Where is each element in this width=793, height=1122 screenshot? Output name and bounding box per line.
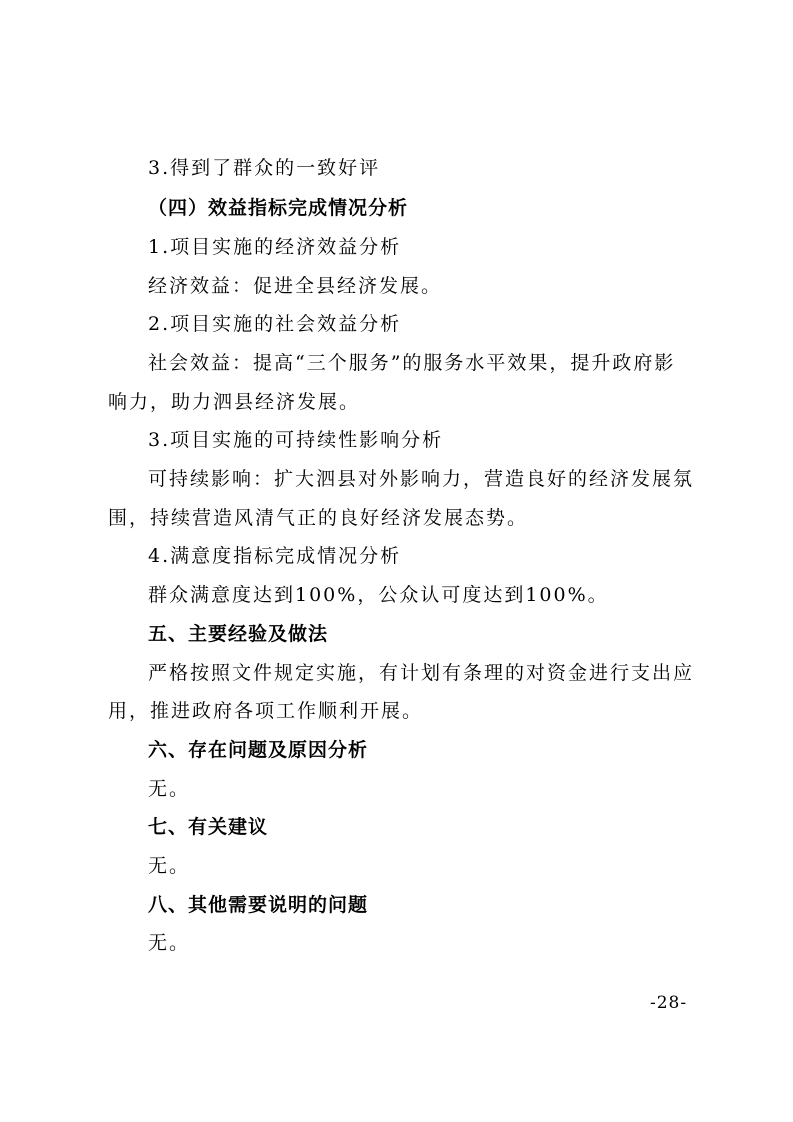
paragraph-economic-benefit: 经济效益：促进全县经济发展。 [148,275,443,297]
section-heading-experience: 五、主要经验及做法 [148,623,329,645]
paragraph-experience-line2: 用，推进政府各项工作顺利开展。 [108,700,424,722]
subheading-social-benefit: 2.项目实施的社会效益分析 [148,313,402,335]
section-heading-problems: 六、存在问题及原因分析 [148,739,369,761]
page-number: -28- [650,993,688,1013]
subheading-sustainability: 3.项目实施的可持续性影响分析 [148,429,444,451]
paragraph-social-benefit-line2: 响力，助力泗县经济发展。 [108,391,361,413]
paragraph-other: 无。 [148,932,191,954]
section-heading-suggestions: 七、有关建议 [148,816,269,838]
paragraph-sustainability-line2: 围，持续营造风清气正的良好经济发展态势。 [108,507,529,529]
paragraph-sustainability-line1: 可持续影响：扩大泗县对外影响力，营造良好的经济发展氛 [148,468,695,490]
paragraph-satisfaction: 群众满意度达到100%，公众认可度达到100%。 [148,584,609,606]
paragraph-social-benefit-line1: 社会效益：提高“三个服务”的服务水平效果，提升政府影 [148,352,676,374]
subheading-satisfaction: 4.满意度指标完成情况分析 [148,545,402,567]
paragraph-problems: 无。 [148,778,191,800]
list-item-well-received: 3.得到了群众的一致好评 [148,157,381,179]
section-heading-benefit-indicators: （四）效益指标完成情况分析 [148,197,409,219]
paragraph-suggestions: 无。 [148,855,191,877]
subheading-economic-benefit: 1.项目实施的经济效益分析 [148,236,402,258]
paragraph-experience-line1: 严格按照文件规定实施，有计划有条理的对资金进行支出应 [148,662,695,684]
section-heading-other: 八、其他需要说明的问题 [148,894,369,916]
